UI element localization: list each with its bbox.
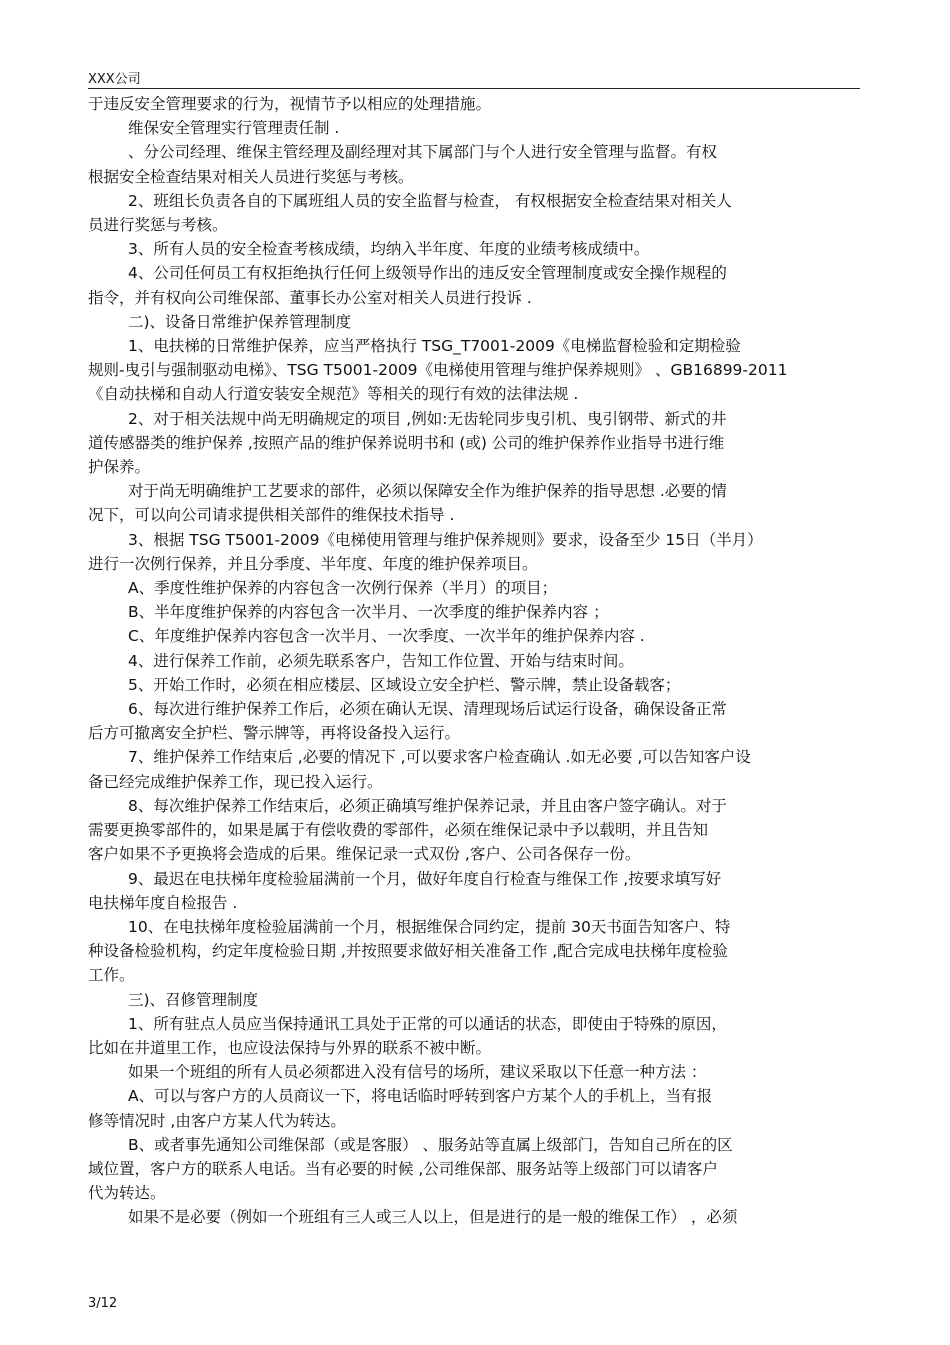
text-line: 三)、召修管理制度 <box>128 990 259 1009</box>
text-line: 4、进行保养工作前，必须先联系客户，告知工作位置、开始与结束时间。 <box>128 651 634 670</box>
text-line: 、分公司经理、维保主管经理及副经理对其下属部门与个人进行安全管理与监督。有权 <box>128 143 718 162</box>
text-line: 员进行奖惩与考核。 <box>88 216 228 235</box>
text-line: 电扶梯年度自检报告 . <box>88 893 238 912</box>
text-line: 进行一次例行保养，并且分季度、半年度、年度的维护保养项目。 <box>88 554 538 573</box>
text-line: 1、电扶梯的日常维护保养，应当严格执行 TSG_T7001-2009《电梯监督检验和定期检验 <box>128 337 741 356</box>
text-line: 对于尚无明确维护工艺要求的部件，必须以保障安全作为维护保养的指导思想 .必要的情 <box>128 482 727 501</box>
text-line: 4、公司任何员工有权拒绝执行任何上级领导作出的违反安全管理制度或安全操作规程的 <box>128 264 727 283</box>
text-line: 如果不是必要（例如一个班组有三人或三人以上，但是进行的是一般的维保工作） ，必须 <box>128 1208 738 1227</box>
text-line: 域位置，客户方的联系人电话。当有必要的时候 ,公司维保部、服务站等上级部门可以请客户 <box>88 1159 718 1178</box>
text-line: 备已经完成维护保养工作，现已投入运行。 <box>88 772 383 791</box>
text-line: 2、班组长负责各自的下属班组人员的安全监督与检查， 有权根据安全检查结果对相关人 <box>128 191 732 210</box>
text-line: 维保安全管理实行管理责任制 . <box>128 119 340 138</box>
text-line: 工作。 <box>88 966 135 985</box>
document-body <box>88 92 860 1230</box>
text-line: 9、最迟在电扶梯年度检验届满前一个月，做好年度自行检查与维保工作 ,按要求填写好 <box>128 869 722 888</box>
text-line: 修等情况时 ,由客户方某人代为转达。 <box>88 1111 346 1130</box>
text-line: A、季度性维护保养的内容包含一次例行保养（半月）的项目； <box>128 579 558 598</box>
page-number: 3/12 <box>88 1296 118 1311</box>
text-line: 比如在井道里工作，也应设法保持与外界的联系不被中断。 <box>88 1038 492 1057</box>
text-line: 道传感器类的维护保养 ,按照产品的维护保养说明书和 (或) 公司的维护保养作业指导书进行维 <box>88 433 725 452</box>
text-line: 护保养。 <box>88 458 151 477</box>
text-line: 代为转达。 <box>88 1184 166 1203</box>
text-line: 5、开始工作时，必须在相应楼层、区域设立安全护栏、警示牌，禁止设备载客； <box>128 675 681 694</box>
text-line: 二)、设备日常维护保养管理制度 <box>128 312 352 331</box>
text-line: 3、所有人员的安全检查考核成绩，均纳入半年度、年度的业绩考核成绩中。 <box>128 240 650 259</box>
text-line: 3、根据 TSG T5001-2009《电梯使用管理与维护保养规则》要求，设备至少 15日（半月） <box>128 530 763 549</box>
text-line: 需要更换零部件的，如果是属于有偿收费的零部件，必须在维保记录中予以载明，并且告知 <box>88 821 709 840</box>
header-rule <box>88 88 860 89</box>
text-line: 《自动扶梯和自动人行道安装安全规范》等相关的现行有效的法律法规 . <box>88 385 579 404</box>
text-line: B、半年度维护保养的内容包含一次半月、一次季度的维护保养内容 ； <box>128 603 609 622</box>
text-line: 7、维护保养工作结束后 ,必要的情况下 ,可以要求客户检查确认 .如无必要 ,可以告知客户设 <box>128 748 751 767</box>
text-line: 10、在电扶梯年度检验届满前一个月，根据维保合同约定，提前 30天书面告知客户、特 <box>128 917 731 936</box>
page-header-company: XXX公司 <box>88 72 141 87</box>
text-line: 2、对于相关法规中尚无明确规定的项目 ,例如:无齿轮同步曳引机、曳引钢带、新式的井 <box>128 409 727 428</box>
text-line: 于违反安全管理要求的行为，视情节予以相应的处理措施。 <box>88 95 492 113</box>
text-line: 况下，可以向公司请求提供相关部件的维保技术指导 . <box>88 506 455 525</box>
text-line: 8、每次维护保养工作结束后，必须正确填写维护保养记录，并且由客户签字确认。对于 <box>128 796 727 815</box>
text-line: 1、所有驻点人员应当保持通讯工具处于正常的可以通话的状态，即使由于特殊的原因， <box>128 1014 727 1033</box>
text-line: 6、每次进行维护保养工作后，必须在确认无误、清理现场后试运行设备，确保设备正常 <box>128 700 727 719</box>
text-line: 客户如果不予更换将会造成的后果。维保记录一式双份 ,客户、公司各保存一份。 <box>88 845 641 864</box>
text-line: 根据安全检查结果对相关人员进行奖惩与考核。 <box>88 167 414 186</box>
text-line: 规则-曳引与强制驱动电梯》、TSG T5001-2009《电梯使用管理与维护保养规则》 、GB16899-2011 <box>88 361 788 380</box>
text-line: 后方可撤离安全护栏、警示牌等，再将设备投入运行。 <box>88 724 461 743</box>
text-line: A、可以与客户方的人员商议一下，将电话临时呼转到客户方某个人的手机上，当有报 <box>128 1087 713 1106</box>
text-line: 种设备检验机构，约定年度检验日期 ,并按照要求做好相关准备工作 ,配合完成电扶梯年度检验 <box>88 942 728 961</box>
text-line: C、年度维护保养内容包含一次半月、一次季度、一次半年的维护保养内容 . <box>128 627 645 646</box>
text-line: 指令，并有权向公司维保部、董事长办公室对相关人员进行投诉 . <box>88 288 532 307</box>
text-line: 如果一个班组的所有人员必须都进入没有信号的场所，建议采取以下任意一种方法 ： <box>128 1063 707 1082</box>
text-line: B、或者事先通知公司维保部（或是客服） 、服务站等直属上级部门，告知自己所在的区 <box>128 1135 733 1154</box>
